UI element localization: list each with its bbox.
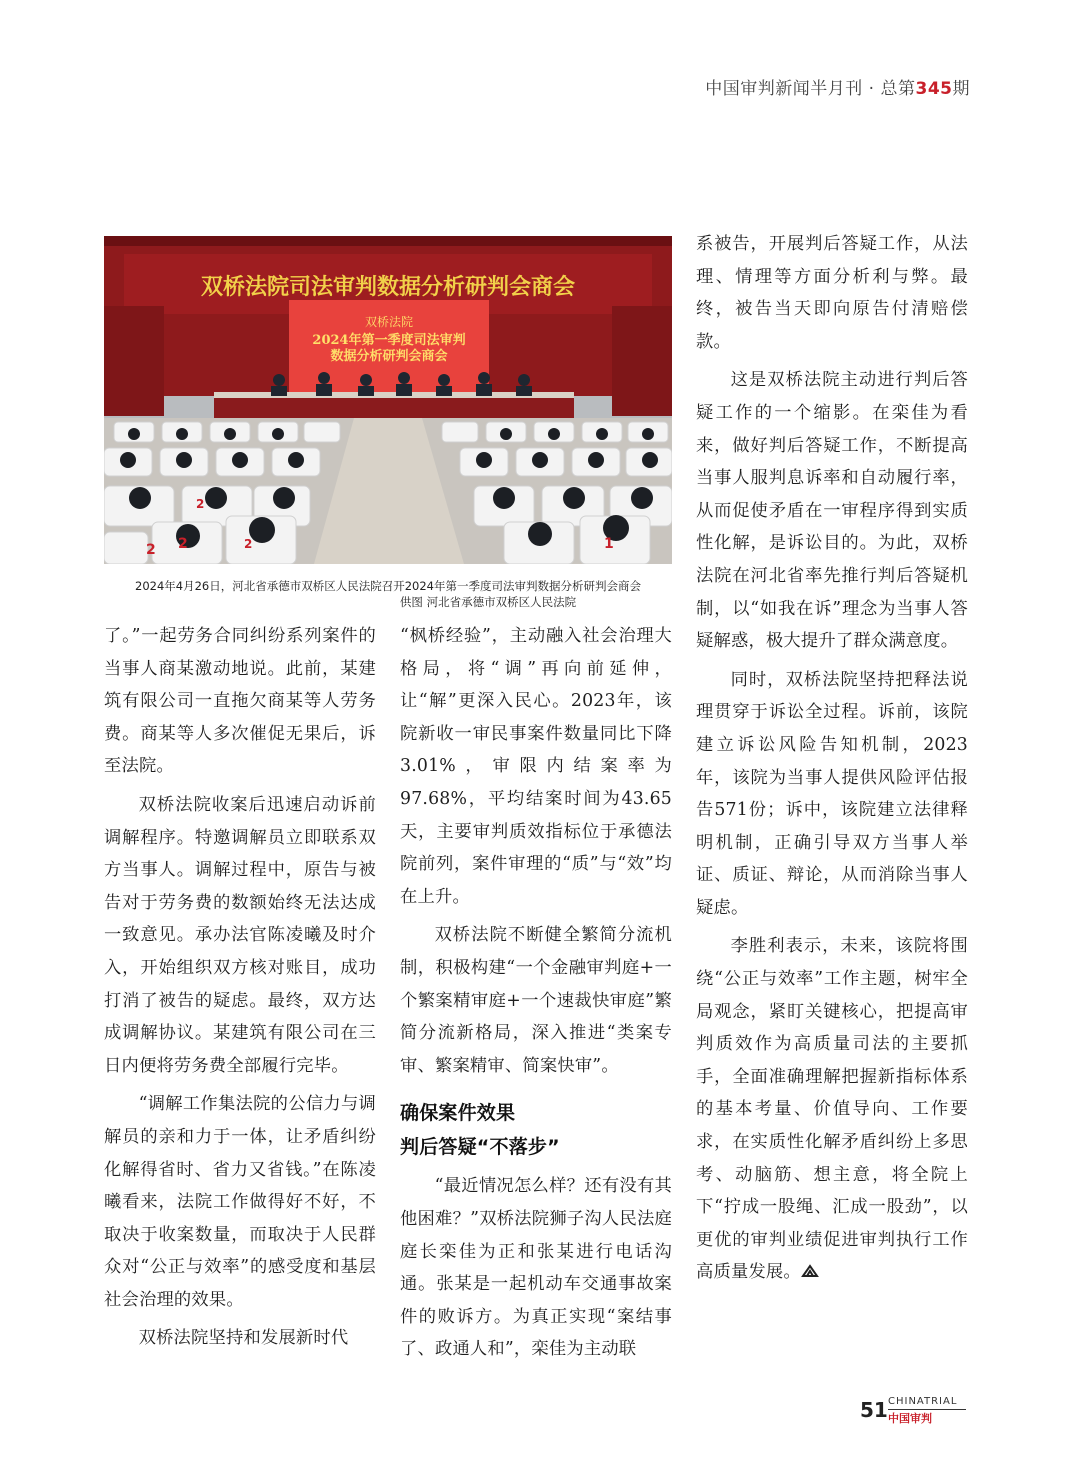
article-column-3	[696, 228, 968, 1295]
page-number: 51	[860, 1398, 888, 1422]
running-header	[705, 74, 970, 99]
end-mark-icon	[801, 1264, 819, 1278]
screen-line-1: 双桥法院	[364, 315, 414, 329]
paragraph	[696, 930, 968, 1289]
section-heading	[400, 1096, 672, 1164]
paragraph: “调解工作集法院的公信力与调解员的亲和力于一体，让矛盾纠纷化解得省时、省力又省钱。”在陈凌曦看来，法院工作做得好不好，不取决于收案数量，而取决于人民群众对“公正与效率”的感受度和基层社会治理的效果。	[104, 1094, 376, 1310]
caption-line: 2024年4月26日，河北省承德市双桥区人民法院召开2024年第一季度司法审判数据分析研判会商会	[135, 579, 641, 593]
banner-text: 双桥法院司法审判数据分析研判会商会	[200, 275, 576, 300]
article-column-2	[400, 620, 672, 1372]
screen-line-3: 数据分析研判会商会	[330, 349, 448, 364]
screen-line-2: 2024年第一季度司法审判	[312, 333, 466, 348]
svg-text:2: 2	[196, 497, 205, 511]
brand-name-cn: 中国审判	[888, 1412, 932, 1425]
photo-caption	[104, 578, 672, 610]
section-heading-line-1: 确保案件效果	[400, 1102, 516, 1125]
journal-name: 中国审判新闻半月刊 · 总第	[705, 79, 916, 99]
paragraph: “最近情况怎么样？还有没有其他困难？”双桥法院狮子沟人民法庭庭长栾佳为正和张某进行电话沟通。张某是一起机动车交通事故案件的败诉方。为真正实现“案结事了、政通人和”，栾佳为主动联	[400, 1176, 672, 1360]
svg-text:2: 2	[244, 537, 253, 551]
paragraph: “枫桥经验”，主动融入社会治理大格局，将“调”再向前延伸，让“解”更深入民心。2023年，该院新收一审民事案件数量同比下降3.01%，审限内结案率为97.68%，平均结案时间为43.65天，主要审判质效指标位于承德法院前列，案件审理的“质”与“效”均在上升。	[400, 626, 672, 907]
paragraph: 同时，双桥法院坚持把释法说理贯穿于诉讼全过程。诉前，该院建立诉讼风险告知机制，2023年，该院为当事人提供风险评估报告571份；诉中，该院建立法律释明机制，正确引导双方当事人举证、质证、辩论，从而消除当事人疑虑。	[696, 669, 968, 918]
paragraph: 双桥法院坚持和发展新时代	[138, 1328, 349, 1349]
svg-text:1: 1	[604, 536, 614, 552]
photo-credit: 供图 河北省承德市双桥区人民法院	[399, 595, 577, 609]
issue-number: 345	[915, 79, 953, 99]
svg-text:2: 2	[178, 536, 188, 552]
paragraph: 了。”一起劳务合同纠纷系列案件的当事人商某激动地说。此前，某建筑有限公司一直拖欠商某等人劳务费。商某等人多次催促无果后，诉至法院。	[104, 626, 376, 777]
issue-suffix: 期	[952, 79, 970, 99]
paragraph: 双桥法院收案后迅速启动诉前调解程序。特邀调解员立即联系双方当事人。调解过程中，原告与被告对于劳务费的数额始终无法达成一致意见。承办法官陈凌曦及时介入，开始组织双方核对账目，成功打消了被告的疑虑。最终，双方达成调解协议。某建筑有限公司在三日内便将劳务费全部履行完毕。	[104, 794, 376, 1076]
paragraph-text: 李胜利表示，未来，该院将围绕“公正与效率”工作主题，树牢全局观念，紧盯关键核心，把提高审判质效作为高质量司法的主要抓手，全面准确理解把握新指标体系的基本考量、价值导向、工作要求，在实质性化解矛盾纠纷上多思考、动脑筋、想主意，将全院上下“拧成一股绳、汇成一股劲”，以更优的审判业绩促进审判执行工作高质量发展。	[696, 936, 968, 1283]
paragraph: 系被告，开展判后答疑工作，从法理、情理等方面分析利与弊。最终，被告当天即向原告付清赔偿款。	[696, 234, 968, 352]
meeting-photo	[104, 236, 672, 564]
paragraph: 双桥法院不断健全繁简分流机制，积极构建“一个金融审判庭+一个繁案精审庭+一个速裁快审庭”繁简分流新格局，深入推进“类案专审、繁案精审、简案快审”。	[400, 925, 672, 1076]
paragraph: 这是双桥法院主动进行判后答疑工作的一个缩影。在栾佳为看来，做好判后答疑工作，不断提高当事人服判息诉率和自动履行率，从而促使矛盾在一审程序得到实质性化解，是诉讼目的。为此，双桥法院在河北省率先推行判后答疑机制，以“如我在诉”理念为当事人答疑解惑，极大提升了群众满意度。	[696, 370, 968, 652]
article-column-1	[104, 620, 376, 1361]
section-heading-line-2: 判后答疑“不落步”	[400, 1136, 560, 1159]
svg-text:2: 2	[146, 542, 156, 558]
brand-name-en: CHINATRIAL	[888, 1396, 958, 1407]
